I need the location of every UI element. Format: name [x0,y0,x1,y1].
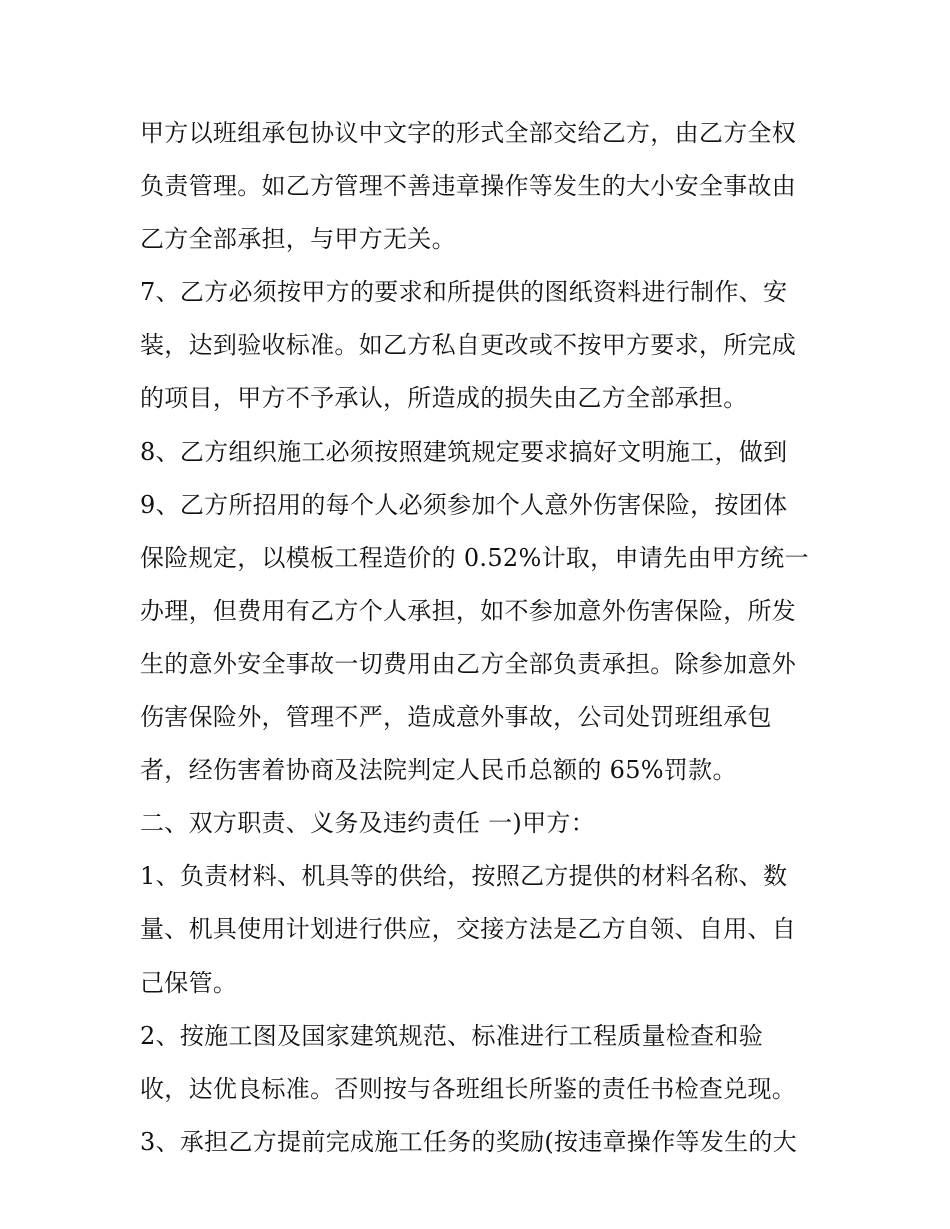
text-line: 办理，但费用有乙方个人承担，如不参加意外伤害保险，所发 [140,596,797,625]
text-line: 保险规定，以模板工程造价的 0.52%计取，申请先由甲方统一 [140,543,809,572]
text-line: 收，达优良标准。否则按与各班组长所鉴的责任书检查兑现。 [140,1074,797,1103]
text-line: 生的意外安全事故一切费用由乙方全部负责承担。除参加意外 [140,649,797,678]
clause-9-line: 9、乙方所招用的每个人必须参加个人意外伤害保险，按团体 [140,490,788,519]
text-line: 乙方全部承担，与甲方无关。 [140,225,456,254]
text-line: 己保管。 [140,968,238,997]
clause-2-line: 2、按施工图及国家建筑规范、标准进行工程质量检查和验 [140,1021,764,1050]
text-line: 量、机具使用计划进行供应，交接方法是乙方自领、自用、自 [140,915,797,944]
text-line: 伤害保险外，管理不严，造成意外事故，公司处罚班组承包 [140,703,772,732]
clause-8-line: 8、乙方组织施工必须按照建筑规定要求搞好文明施工，做到 [140,437,788,466]
text-line: 者，经伤害着协商及法院判定人民币总额的 65%罚款。 [140,756,737,785]
contract-body-text [140,107,840,1169]
section-heading: 二、双方职责、义务及违约责任 一)甲方： [140,809,595,838]
clause-1-line: 1、负责材料、机具等的供给，按照乙方提供的材料名称、数 [140,862,788,891]
text-line: 甲方以班组承包协议中文字的形式全部交给乙方，由乙方全权 [140,119,797,147]
text-line: 的项目，甲方不予承认，所造成的损失由乙方全部承担。 [140,384,748,413]
text-line: 装，达到验收标准。如乙方私自更改或不按甲方要求，所完成 [140,331,797,360]
clause-7-line: 7、乙方必须按甲方的要求和所提供的图纸资料进行制作、安 [140,278,788,307]
clause-3-line: 3、承担乙方提前完成施工任务的奖励(按违章操作等发生的大 [140,1127,798,1156]
text-line: 负责管理。如乙方管理不善违章操作等发生的大小安全事故由 [140,172,797,201]
